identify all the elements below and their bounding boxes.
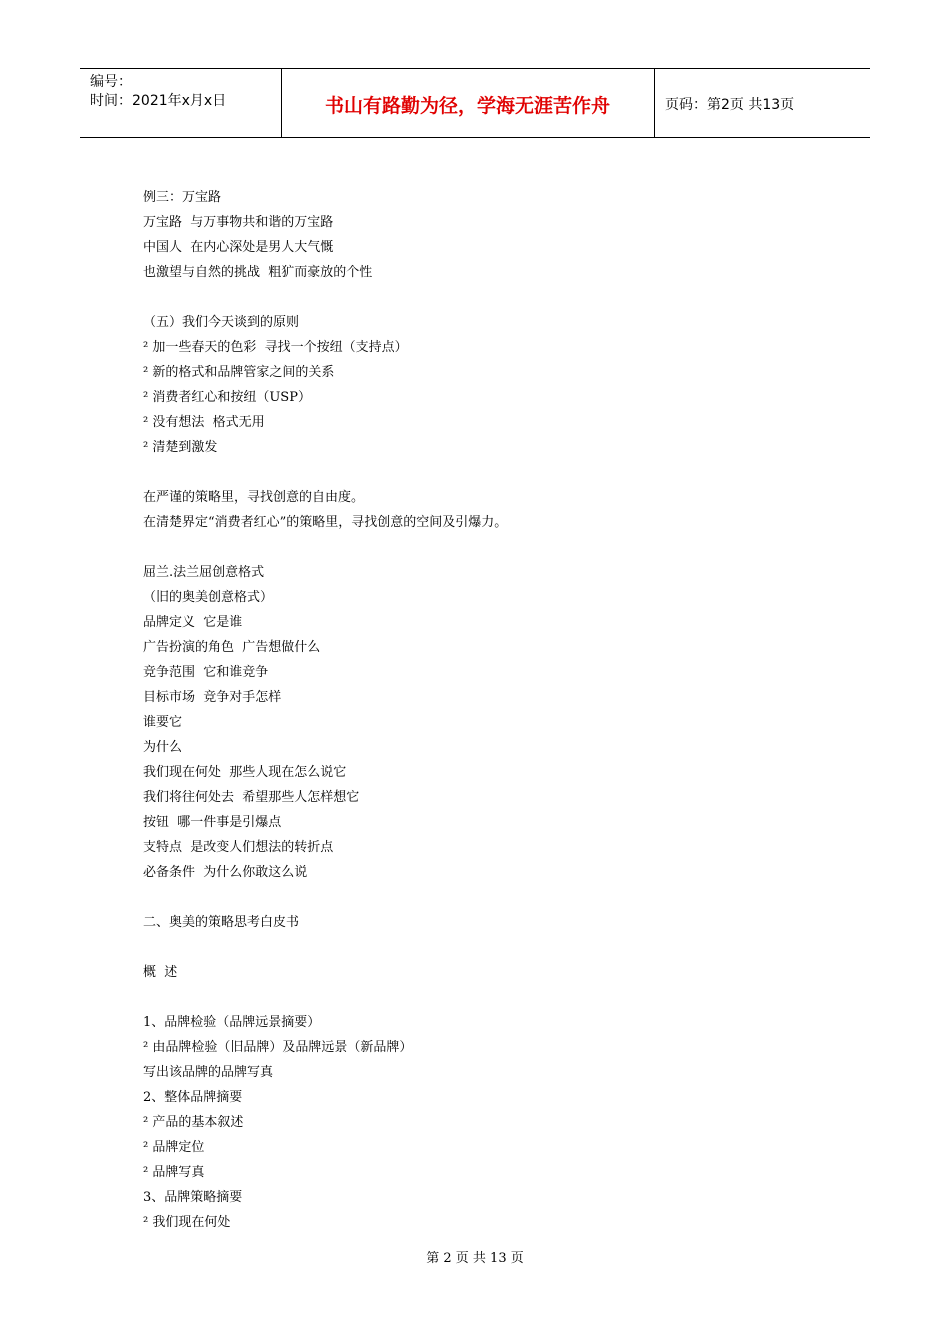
header-info-cell xyxy=(80,69,282,137)
body-line: 我们将往何处去 希望那些人怎样想它 xyxy=(143,790,360,805)
body-line: ² 没有想法 格式无用 xyxy=(143,415,265,430)
body-line xyxy=(143,535,803,560)
header-page-number: 页码：第2页 共13页 xyxy=(665,97,795,113)
body-line: 万宝路 与万事物共和谐的万宝路 xyxy=(143,215,334,230)
body-line: 写出该品牌的品牌写真 xyxy=(143,1065,274,1080)
body-line: 品牌定义 它是谁 xyxy=(143,615,243,630)
body-line: ² 由品牌检验（旧品牌）及品牌远景（新品牌） xyxy=(143,1040,413,1055)
body-line: ² 消费者红心和按纽（USP） xyxy=(143,390,311,405)
body-line: 竞争范围 它和谁竞争 xyxy=(143,665,269,680)
page-header xyxy=(80,68,870,138)
body-line: 谁要它 xyxy=(143,715,183,730)
body-line: 也激望与自然的挑战 粗犷而豪放的个性 xyxy=(143,265,373,280)
body-line: ² 清楚到激发 xyxy=(143,440,218,455)
header-motto: 书山有路勤为径，学海无涯苦作舟 xyxy=(324,95,610,117)
body-line: （旧的奥美创意格式） xyxy=(143,590,274,605)
body-line: 例三：万宝路 xyxy=(143,190,222,205)
document-body xyxy=(143,185,803,1235)
body-line xyxy=(143,935,803,960)
document-number-label: 编号： xyxy=(90,74,132,90)
page-footer: 第 2 页 共 13 页 xyxy=(426,1251,524,1266)
body-line: （五）我们今天谈到的原则 xyxy=(143,315,300,330)
body-line: 按钮 哪一件事是引爆点 xyxy=(143,815,282,830)
body-line: 屈兰.法兰屈创意格式 xyxy=(143,565,265,580)
body-line: 3、品牌策略摘要 xyxy=(143,1190,243,1205)
document-time-label: 时间：2021年x月x日 xyxy=(90,93,227,109)
body-line: 目标市场 竞争对手怎样 xyxy=(143,690,282,705)
body-line: 在清楚界定“消费者红心”的策略里，寻找创意的空间及引爆力。 xyxy=(143,515,508,530)
body-line: 二、奥美的策略思考白皮书 xyxy=(143,915,300,930)
body-line: 支特点 是改变人们想法的转折点 xyxy=(143,840,334,855)
body-line xyxy=(143,985,803,1010)
body-line: 2、整体品牌摘要 xyxy=(143,1090,243,1105)
body-line xyxy=(143,285,803,310)
body-line: ² 我们现在何处 xyxy=(143,1215,231,1230)
body-line: ² 品牌写真 xyxy=(143,1165,205,1180)
body-line: 我们现在何处 那些人现在怎么说它 xyxy=(143,765,347,780)
body-line: 为什么 xyxy=(143,740,183,755)
body-line: ² 产品的基本叙述 xyxy=(143,1115,244,1130)
body-line xyxy=(143,885,803,910)
body-line: ² 新的格式和品牌管家之间的关系 xyxy=(143,365,335,380)
header-motto-cell xyxy=(281,69,655,137)
body-line xyxy=(143,460,803,485)
header-page-cell xyxy=(655,69,870,137)
body-line: 1、品牌检验（品牌远景摘要） xyxy=(143,1015,321,1030)
body-line: 必备条件 为什么你敢这么说 xyxy=(143,865,308,880)
body-line: ² 加一些春天的色彩 寻找一个按纽（支持点） xyxy=(143,340,408,355)
body-line: 广告扮演的角色 广告想做什么 xyxy=(143,640,321,655)
body-line: 在严谨的策略里，寻找创意的自由度。 xyxy=(143,490,365,505)
body-line: 概 述 xyxy=(143,965,178,980)
body-line: 中国人 在内心深处是男人大气慨 xyxy=(143,240,334,255)
body-line: ² 品牌定位 xyxy=(143,1140,205,1155)
